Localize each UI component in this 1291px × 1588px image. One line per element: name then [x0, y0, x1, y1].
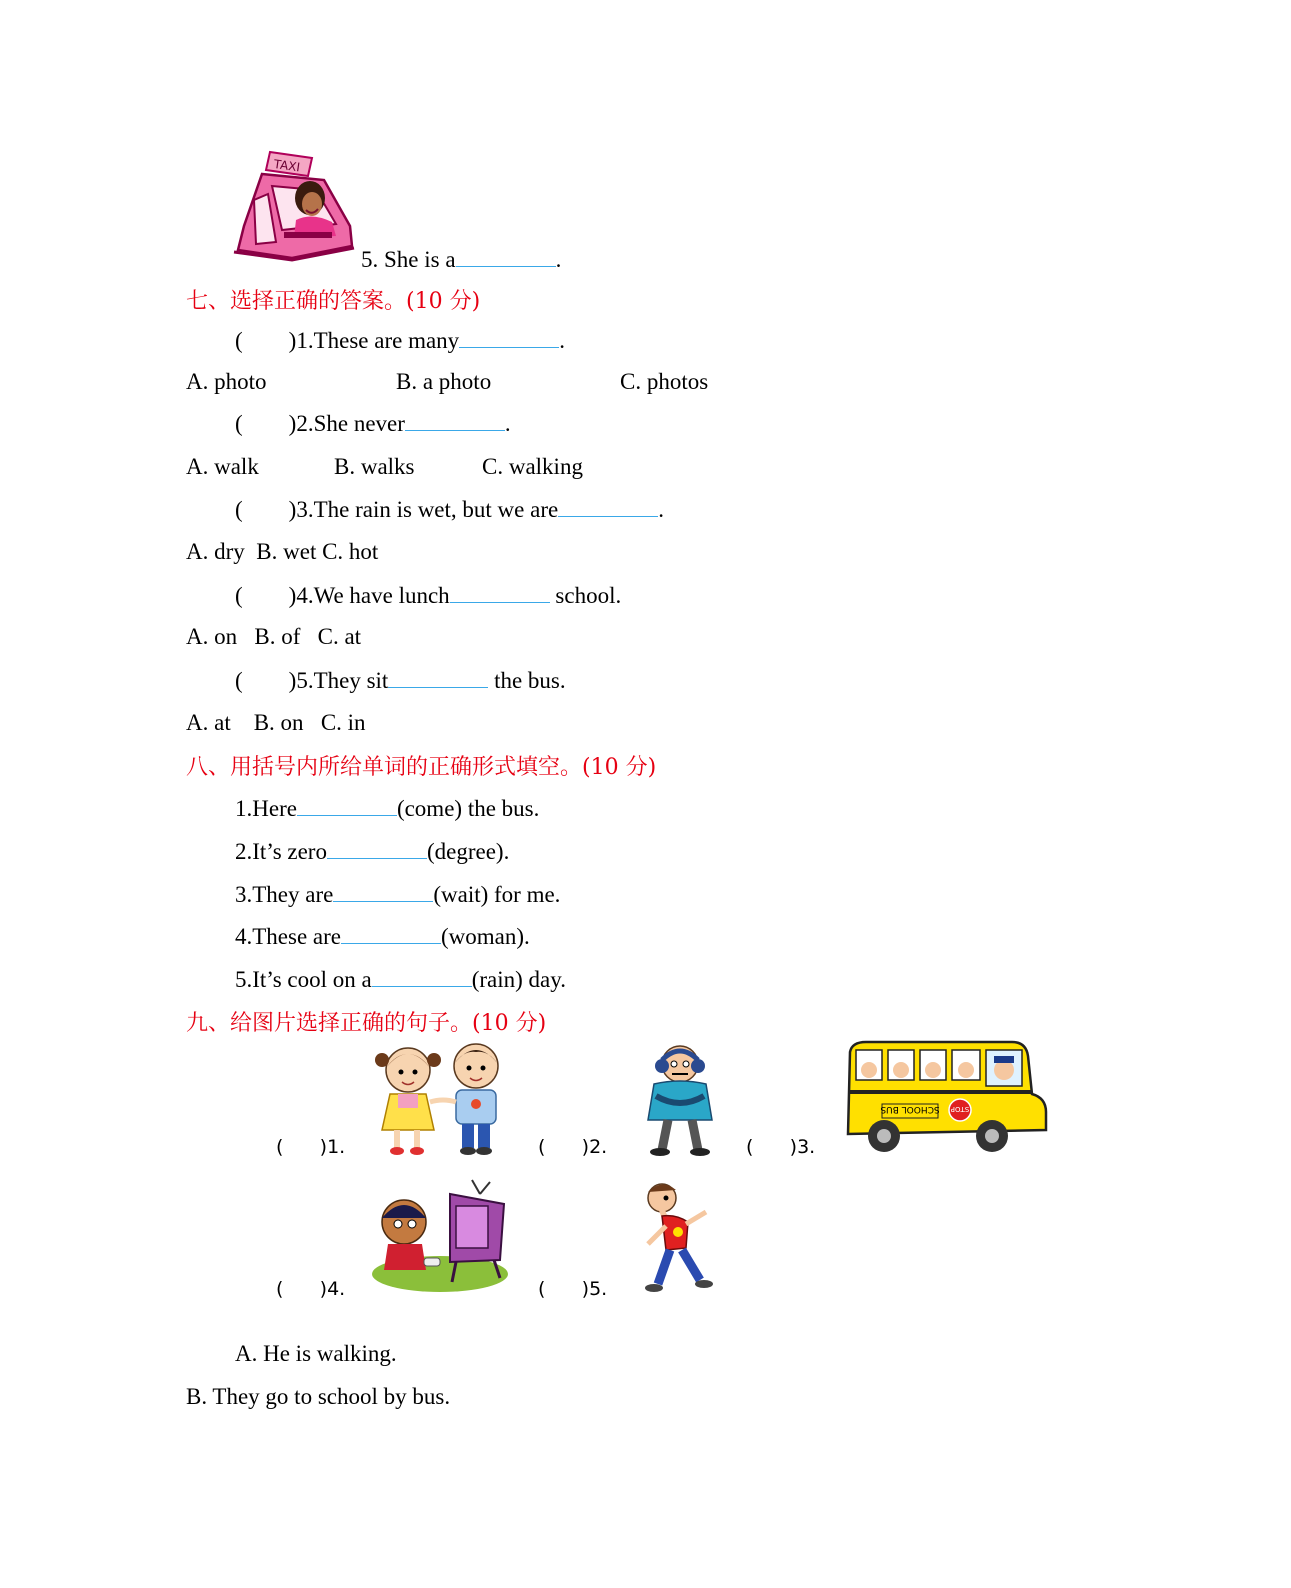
- answer-blank[interactable]: [388, 665, 488, 688]
- s7-q3-option-c[interactable]: C. hot: [322, 539, 379, 564]
- answer-blank[interactable]: [459, 325, 559, 348]
- s7-q3-after: .: [658, 497, 664, 522]
- top-q5-prefix: 5. She is a: [361, 247, 456, 272]
- s7-q1-option-c[interactable]: C. photos: [620, 369, 709, 394]
- s7-q1-after: .: [559, 328, 565, 353]
- s8-item-1-prefix: 1.Here: [235, 796, 297, 821]
- s7-q4-paren: (: [235, 583, 243, 608]
- s7-question-1: [235, 325, 565, 355]
- s7-q3-stem: )3.The rain is wet, but we are: [288, 497, 559, 522]
- s7-q5-options: [186, 709, 366, 737]
- answer-blank[interactable]: [558, 494, 658, 517]
- s8-item-4-suffix: (woman).: [441, 924, 530, 949]
- top-q5-suffix: .: [555, 247, 562, 272]
- s7-q2-paren: (: [235, 411, 243, 436]
- s7-q4-option-a[interactable]: A. on: [186, 624, 238, 649]
- s8-item-1-suffix: (come) the bus.: [396, 796, 540, 821]
- answer-blank[interactable]: [297, 793, 397, 816]
- s7-q2-stem: )2.She never: [288, 411, 405, 436]
- answer-blank[interactable]: [372, 964, 472, 987]
- answer-blank[interactable]: [456, 244, 556, 267]
- answer-blank[interactable]: [405, 408, 505, 431]
- s7-q3-option-a[interactable]: A. dry: [186, 539, 245, 564]
- boy-and-girl-illustration: [368, 1040, 516, 1158]
- s7-q5-option-c[interactable]: C. in: [320, 710, 366, 735]
- s8-item-5-suffix: (rain) day.: [471, 967, 566, 992]
- top-question-5: [361, 244, 561, 274]
- section-9-title: 九、给图片选择正确的句子。(10 分): [186, 1011, 547, 1036]
- bus-text: SCHOOL BUS: [880, 1104, 940, 1114]
- s7-question-2: [235, 408, 511, 438]
- s7-q1-stem: )1.These are many: [288, 328, 460, 353]
- s9-label-3[interactable]: ( )3.: [746, 1136, 816, 1158]
- s8-item-5-prefix: 5.It’s cool on a: [235, 967, 372, 992]
- s7-q5-stem: )5.They sit: [288, 668, 389, 693]
- walking-man-illustration: [636, 1176, 716, 1300]
- s7-q3-option-b[interactable]: B. wet: [256, 539, 317, 564]
- school-bus-illustration: [842, 1038, 1048, 1160]
- s7-q1-paren: (: [235, 328, 243, 353]
- s8-item-4: [235, 921, 530, 951]
- s8-item-2-suffix: (degree).: [426, 839, 510, 864]
- s7-q4-option-c[interactable]: C. at: [317, 624, 362, 649]
- stop-sign-text: STOP: [950, 1105, 970, 1113]
- s9-label-5[interactable]: ( )5.: [538, 1278, 608, 1300]
- s8-item-2-prefix: 2.It’s zero: [235, 839, 327, 864]
- s8-item-3: [235, 879, 560, 909]
- section-8-title: 八、用括号内所给单词的正确形式填空。(10 分): [186, 755, 657, 780]
- s7-q4-option-b[interactable]: B. of: [254, 624, 301, 649]
- section-7-title: 七、选择正确的答案。(10 分): [186, 289, 481, 314]
- s8-item-4-prefix: 4.These are: [235, 924, 341, 949]
- answer-blank[interactable]: [333, 879, 433, 902]
- s9-label-2[interactable]: ( )2.: [538, 1136, 608, 1158]
- answer-blank[interactable]: [327, 836, 427, 859]
- s7-q5-option-a[interactable]: A. at: [186, 710, 231, 735]
- s8-item-5: [235, 964, 566, 994]
- s7-q2-option-c[interactable]: C. walking: [482, 454, 583, 479]
- s8-item-2: [235, 836, 509, 866]
- s9-label-4[interactable]: ( )4.: [276, 1278, 346, 1300]
- s9-sentence-a: A. He is walking.: [235, 1341, 397, 1366]
- s7-question-5: [235, 665, 566, 695]
- s7-question-4: [235, 580, 621, 610]
- answer-blank[interactable]: [450, 580, 550, 603]
- s7-q3-paren: (: [235, 497, 243, 522]
- s8-item-3-prefix: 3.They are: [235, 882, 334, 907]
- s9-label-1[interactable]: ( )1.: [276, 1136, 346, 1158]
- cold-man-illustration: [632, 1040, 728, 1158]
- s7-q2-option-b[interactable]: B. walks: [334, 454, 415, 479]
- s7-q1-option-a[interactable]: A. photo: [186, 369, 267, 394]
- s7-q5-option-b[interactable]: B. on: [253, 710, 304, 735]
- taxi-sign-text: TAXI: [272, 156, 301, 175]
- s8-item-3-suffix: (wait) for me.: [433, 882, 561, 907]
- s8-item-1: [235, 793, 539, 823]
- answer-blank[interactable]: [341, 921, 441, 944]
- s7-q1-option-b[interactable]: B. a photo: [396, 369, 492, 394]
- taxi-driver-illustration: [232, 146, 362, 268]
- s7-q4-after: school.: [549, 583, 622, 608]
- s7-q3-options: [186, 538, 378, 566]
- s7-question-3: [235, 494, 664, 524]
- s7-q5-after: the bus.: [488, 668, 566, 693]
- s9-sentence-b: B. They go to school by bus.: [186, 1384, 451, 1409]
- s7-q4-options: [186, 623, 361, 651]
- s7-q5-paren: (: [235, 668, 243, 693]
- s7-q2-option-a[interactable]: A. walk: [186, 454, 259, 479]
- boy-gaming-illustration: [368, 1178, 512, 1296]
- s7-q2-after: .: [504, 411, 511, 436]
- s7-q4-stem: )4.We have lunch: [288, 583, 450, 608]
